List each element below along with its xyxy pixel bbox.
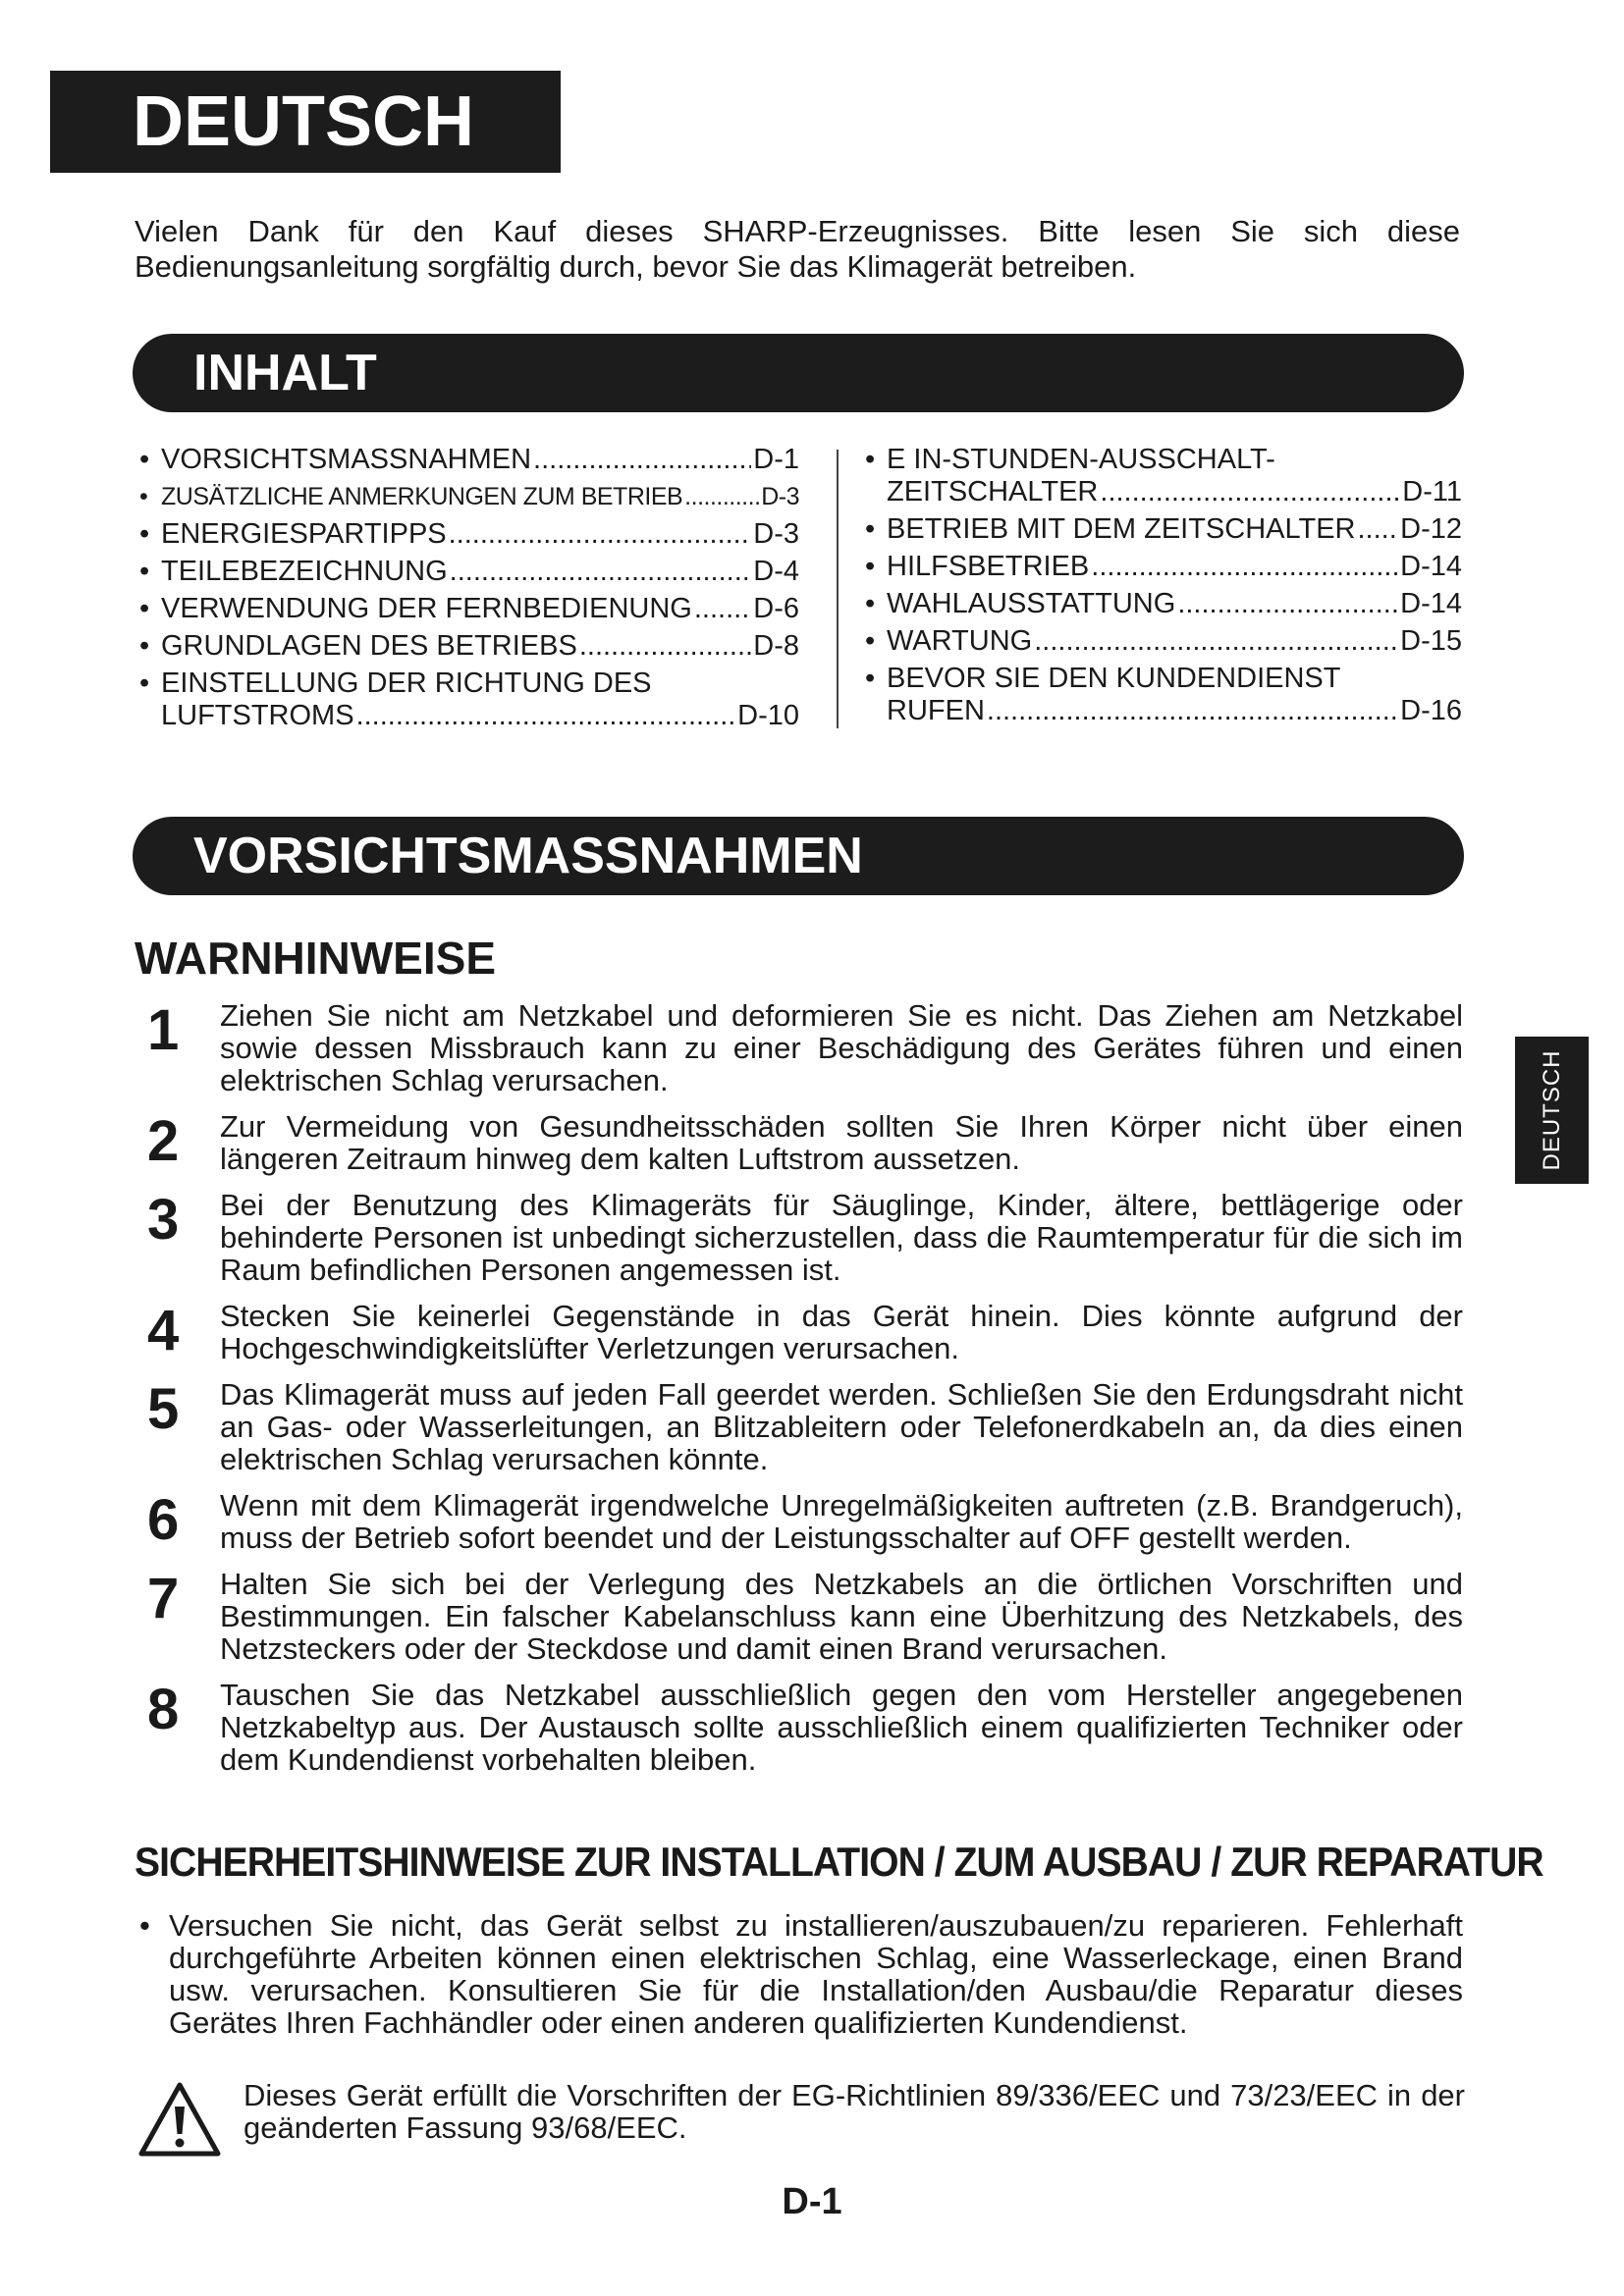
toc-entry-label: GRUNDLAGEN DES BETRIEBS [161,630,577,662]
toc-entry-page: D-11 [1402,476,1462,507]
toc-entry-label: ZUSÄTZLICHE ANMERKUNGEN ZUM BETRIEB [161,483,683,510]
toc-entry[interactable]: • E IN-STUNDEN-AUSSCHALT- ZEITSCHALTER ..... D-11 [865,444,1462,508]
warning-text: Zur Vermeidung von Gesundheitsschäden sollten Sie Ihren Körper nicht über einen längeren Zeitraum hinweg dem kalten Luftstrom aussetzen. [220,1109,1463,1176]
warning-triangle-icon [137,2081,222,2158]
warning-item [147,1300,1463,1364]
toc-entry-page: D-6 [753,593,799,624]
toc-entry-page: D-4 [753,556,799,587]
contents-title: INHALT [193,345,377,401]
warning-text: Halten Sie sich bei der Verlegung des Netzkabels an die örtlichen Vorschriften und Bestimmungen. Ein falscher Kabelanschluss kann eine Überhitzung des Netzkabels, des Netzsteckers oder der Steckdose und damit einen Brand verursachen. [220,1567,1463,1666]
toc-entry[interactable]: • WARTUNG ..... D-15 [865,625,1462,658]
toc-entry[interactable]: • VORSICHTSMASSNAHMEN ..... D-1 [139,444,799,476]
warning-text: Ziehen Sie nicht am Netzkabel und deformieren Sie es nicht. Das Ziehen am Netzkabel sowie dessen Missbrauch kann zu einer Beschädigung des Gerätes führen und einen elektrischen Schlag verursachen. [220,998,1463,1097]
toc-right-column [865,444,1462,732]
toc-entry-label: BETRIEB MIT DEM ZEITSCHALTER [887,513,1356,545]
warnings-heading: WARNHINWEISE [135,933,496,984]
warning-number: 6 [147,1488,180,1552]
toc-entry-label: WARTUNG [887,625,1033,657]
toc-entry-page: D-1 [753,444,799,475]
warning-number: 5 [147,1377,180,1441]
page-number: D-1 [782,2181,842,2222]
eec-notice: Dieses Gerät erfüllt die Vorschriften der EG-Richtlinien 89/336/EEC und 73/23/EEC in der geänderten Fassung 93/68/EEC. [244,2078,1465,2145]
toc-entry[interactable]: • BETRIEB MIT DEM ZEITSCHALTER ..... D-12 [865,513,1462,546]
toc-entry-label: TEILEBEZEICHNUNG [161,556,448,587]
toc-entry-label: VORSICHTSMASSNAHMEN [161,444,532,475]
warning-item [147,1489,1463,1554]
toc-entry-page: D-14 [1400,551,1462,582]
toc-entry-page: D-16 [1400,695,1462,726]
toc-entry-label: ZEITSCHALTER [887,476,1099,507]
toc-entry-page: D-8 [753,630,799,662]
toc-entry-label: LUFTSTROMS [161,700,354,731]
precautions-band [133,817,1464,895]
warning-text: Wenn mit dem Klimagerät irgendwelche Unregelmäßigkeiten auftreten (z.B. Brandgeruch), muss der Betrieb sofort beendet und der Leistungsschalter auf OFF gestellt werden. [220,1488,1463,1555]
warning-item [147,1378,1463,1475]
toc-entry[interactable]: • TEILEBEZEICHNUNG ..... D-4 [139,556,799,588]
language-title: DEUTSCH [133,82,475,161]
warning-text: Das Klimagerät muss auf jeden Fall geerdet werden. Schließen Sie den Erdungsdraht nicht an Gas- oder Wasserleitungen, an Blitzableitern oder Telefonerdkabeln an, da dies einen elektrischen Schlag verursachen könnte. [220,1377,1463,1476]
toc-entry[interactable]: • BEVOR SIE DEN KUNDENDIENST RUFEN ..... D-16 [865,663,1462,727]
warnings-list [147,999,1463,1789]
safety-heading: SICHERHEITSHINWEISE ZUR INSTALLATION / ZUM AUSBAU / ZUR REPARATUR [135,1839,1543,1885]
toc-entry[interactable]: • EINSTELLUNG DER RICHTUNG DES LUFTSTROMS ..... D-10 [139,667,799,732]
toc-entry-page: D-3 [761,483,799,510]
toc-entry-label-line1: BEVOR SIE DEN KUNDENDIENST [887,663,1341,694]
warning-number: 7 [147,1567,180,1630]
warning-item [147,1189,1463,1286]
toc-entry[interactable]: • HILFSBETRIEB ..... D-14 [865,551,1462,583]
contents-band [133,334,1464,412]
toc-divider [837,450,839,728]
toc-entry-page: D-14 [1400,588,1462,619]
toc-entry-label: VERWENDUNG DER FERNBEDIENUNG [161,593,692,624]
warning-text: Stecken Sie keinerlei Gegenstände in das Gerät hinein. Dies könnte aufgrund der Hochgeschwindigkeitslüfter Verletzungen verursachen. [220,1299,1463,1365]
intro-text: Vielen Dank für den Kauf dieses SHARP-Erzeugnisses. Bitte lesen Sie sich diese Bedienungsanleitung sorgfältig durch, bevor Sie das Klimagerät betreiben. [135,214,1460,284]
toc-entry-page: D-3 [753,518,799,550]
toc-entry-label-line1: E IN-STUNDEN-AUSSCHALT- [887,444,1275,475]
toc-entry-page: D-10 [737,700,799,731]
toc-left-column [139,444,799,737]
warning-item [147,1110,1463,1175]
warning-number: 3 [147,1188,180,1252]
side-tab-label: DEUTSCH [1538,1049,1565,1171]
warning-number: 1 [147,998,180,1062]
toc-entry-page: D-15 [1400,625,1462,657]
toc-entry-label: RUFEN [887,695,985,726]
precautions-title: VORSICHTSMASSNAHMEN [193,828,863,884]
warning-item [147,1679,1463,1776]
toc-entry[interactable]: • GRUNDLAGEN DES BETRIEBS ..... D-8 [139,630,799,663]
toc-entry-label: HILFSBETRIEB [887,551,1090,582]
toc-entry[interactable]: • VERWENDUNG DER FERNBEDIENUNG ..... D-6 [139,593,799,625]
warning-item [147,1568,1463,1665]
warning-text: Tauschen Sie das Netzkabel ausschließlich gegen den vom Hersteller angegebenen Netzkabeltyp aus. Der Austausch sollte ausschließlich einem qualifizierten Techniker oder dem Kundendienst vorbehalten bleiben. [220,1678,1463,1777]
toc-entry[interactable]: • ENERGIESPARTIPPS ..... D-3 [139,518,799,551]
toc-entry-label-line1: EINSTELLUNG DER RICHTUNG DES [161,667,652,699]
toc-entry[interactable]: • ZUSÄTZLICHE ANMERKUNGEN ZUM BETRIEB ..... D-3 [139,481,799,513]
warning-number: 8 [147,1678,180,1741]
toc-entry[interactable]: • WAHLAUSSTATTUNG ..... D-14 [865,588,1462,620]
safety-text: Versuchen Sie nicht, das Gerät selbst zu installieren/auszubauen/zu reparieren. Fehlerhaft durchgeführte Arbeiten können einen elektrischen Schlag, eine Wasserleckage, einen Brand usw. verursachen. Konsultieren Sie für die Installation/den Ausbau/die Reparatur dieses Gerätes Ihren Fachhändler oder einen anderen qualifizierten Kundendienst. [169,1908,1463,2040]
toc-entry-label: WAHLAUSSTATTUNG [887,588,1176,619]
warning-number: 2 [147,1109,180,1173]
warning-number: 4 [147,1299,180,1362]
safety-paragraph: • Versuchen Sie nicht, das Gerät selbst zu installieren/auszubauen/zu reparieren. Fehlerhaft durchgeführte Arbeiten können einen elektrischen Schlag, eine Wasserleckage, einen Brand usw. verursachen. Konsultieren Sie für die Installation/den Ausbau/die Reparatur dieses Gerätes Ihren Fachhändler oder einen anderen qualifizierten Kundendienst. [139,1908,1463,2040]
toc-entry-label: ENERGIESPARTIPPS [161,518,447,550]
warning-text: Bei der Benutzung des Klimageräts für Säuglinge, Kinder, ältere, bettlägerige oder behinderte Personen ist unbedingt sicherzustellen, dass die Raumtemperatur für die sich im Raum befindlichen Personen angemessen ist. [220,1188,1463,1287]
toc-entry-page: D-12 [1400,513,1462,545]
language-title-box [50,71,561,173]
language-side-tab [1515,1037,1589,1184]
warning-item [147,999,1463,1096]
